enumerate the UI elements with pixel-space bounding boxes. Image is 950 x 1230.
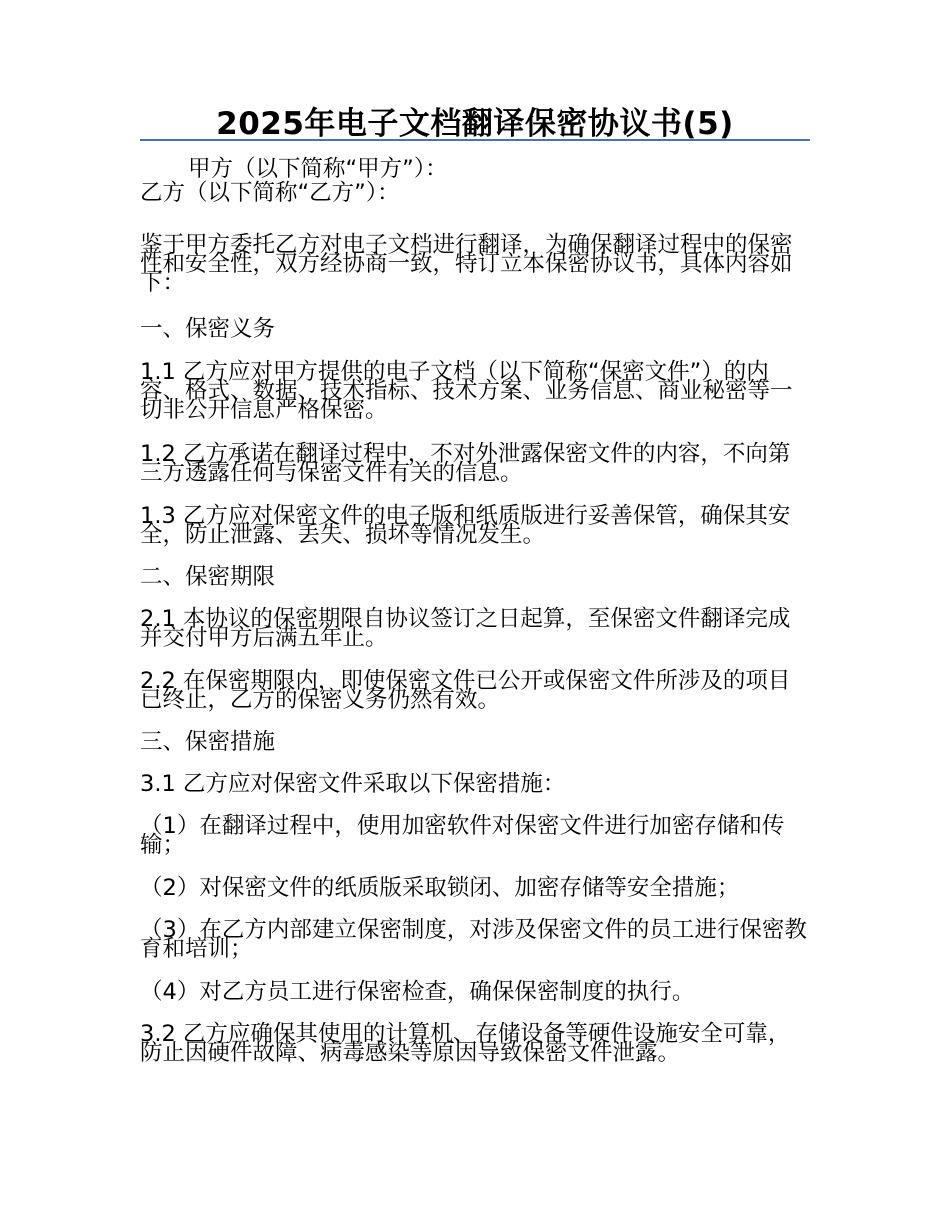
clause-2-2: 2.2 在保密期限内，即使保密文件已公开或保密文件所涉及的项目已终止，乙方的保密义务仍然有效。 (140, 668, 791, 713)
clause-3-1: 3.1 乙方应对保密文件采取以下保密措施： (140, 771, 566, 797)
clause-3-2: 3.2 乙方应确保其使用的计算机、存储设备等硬件设施安全可靠，防止因硬件故障、病毒感染等原因导致保密文件泄露。 (140, 1021, 791, 1066)
section-heading-measures: 三、保密措施 (140, 729, 276, 755)
section-heading-obligations: 一、保密义务 (140, 316, 276, 342)
party-a-line: 甲方（以下简称“甲方”）： (188, 156, 448, 182)
measure-2: （2）对保密文件的纸质版采取锁闭、加密存储等安全措施； (140, 875, 740, 901)
measure-3: （3）在乙方内部建立保密制度，对涉及保密文件的员工进行保密教育和培训； (140, 917, 807, 962)
measure-1: （1）在翻译过程中，使用加密软件对保密文件进行加密存储和传输； (140, 813, 785, 858)
document-title: 2025年电子文档翻译保密协议书(5) (216, 106, 734, 142)
party-b-line: 乙方（以下简称“乙方”）： (140, 180, 400, 206)
title-underline (140, 139, 810, 141)
section-heading-period: 二、保密期限 (140, 564, 276, 590)
clause-1-1: 1.1 乙方应对甲方提供的电子文档（以下简称“保密文件”）的内容、格式、数据、技术指标、技术方案、业务信息、商业秘密等一切非公开信息严格保密。 (140, 359, 793, 423)
intro-paragraph: 鉴于甲方委托乙方对电子文档进行翻译，为确保翻译过程中的保密性和安全性，双方经协商一致，特订立本保密协议书，具体内容如下： (140, 232, 793, 296)
clause-1-3: 1.3 乙方应对保密文件的电子版和纸质版进行妥善保管，确保其安全，防止泄露、丢失、损坏等情况发生。 (140, 503, 791, 548)
document-body (140, 156, 810, 1066)
measure-4: （4）对乙方员工进行保密检查，确保保密制度的执行。 (140, 979, 695, 1005)
clause-2-1: 2.1 本协议的保密期限自协议签订之日起算，至保密文件翻译完成并交付甲方后满五年止。 (140, 606, 791, 651)
clause-1-2: 1.2 乙方承诺在翻译过程中，不对外泄露保密文件的内容，不向第三方透露任何与保密文件有关的信息。 (140, 441, 791, 486)
